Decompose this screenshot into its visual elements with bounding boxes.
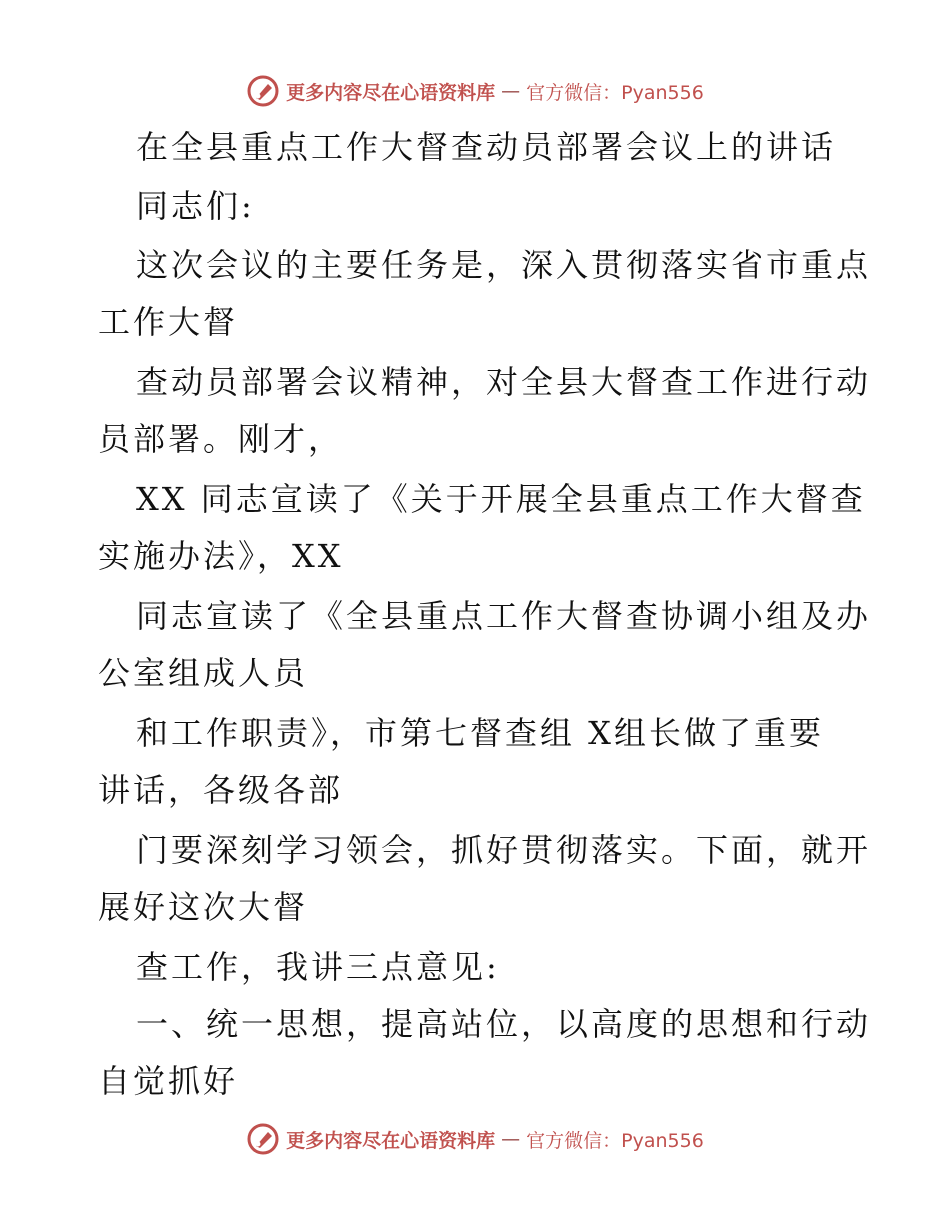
banner-separator: — [501,80,521,102]
text-line: 查动员部署会议精神，对全县大督查工作进行动 [136,363,872,401]
banner-wechat-text: 官方微信：Pyan556 [526,81,704,104]
pen-nib-logo-icon [246,1122,280,1156]
banner-separator: — [501,1128,521,1150]
text-line: 讲话，各级各部 [98,771,344,809]
text-line: 同志宣读了《全县重点工作大督查协调小组及办 [136,597,872,635]
document-title: 在全县重点工作大督查动员部署会议上的讲话 [136,128,837,166]
text-line: 工作大督 [98,303,239,341]
text-line: 实施办法》，XX [98,537,344,575]
header-banner [0,74,950,108]
text-line: 查工作，我讲三点意见: [136,948,500,986]
text-line: XX 同志宣读了《关于开展全县重点工作大督查 [136,480,866,518]
banner-brand-text: 更多内容尽在心语资料库 [286,1129,496,1152]
banner-wechat-text: 官方微信：Pyan556 [526,1129,704,1152]
text-line: 门要深刻学习领会，抓好贯彻落实。下面，就开 [136,831,872,869]
text-line: 和工作职责》，市第七督查组 X组长做了重要 [136,714,824,752]
footer-banner [0,1122,950,1156]
text-line: 这次会议的主要任务是，深入贯彻落实省市重点 [136,246,872,284]
text-line: 展好这次大督 [98,888,309,926]
text-line: 同志们: [136,187,255,225]
text-line: 自觉抓好 [98,1062,239,1100]
text-line: 公室组成人员 [98,654,309,692]
banner-brand-text: 更多内容尽在心语资料库 [286,81,496,104]
text-line: 一、统一思想，提高站位，以高度的思想和行动 [136,1005,872,1043]
text-line: 员部署。刚才， [98,420,344,458]
pen-nib-logo-icon [246,74,280,108]
